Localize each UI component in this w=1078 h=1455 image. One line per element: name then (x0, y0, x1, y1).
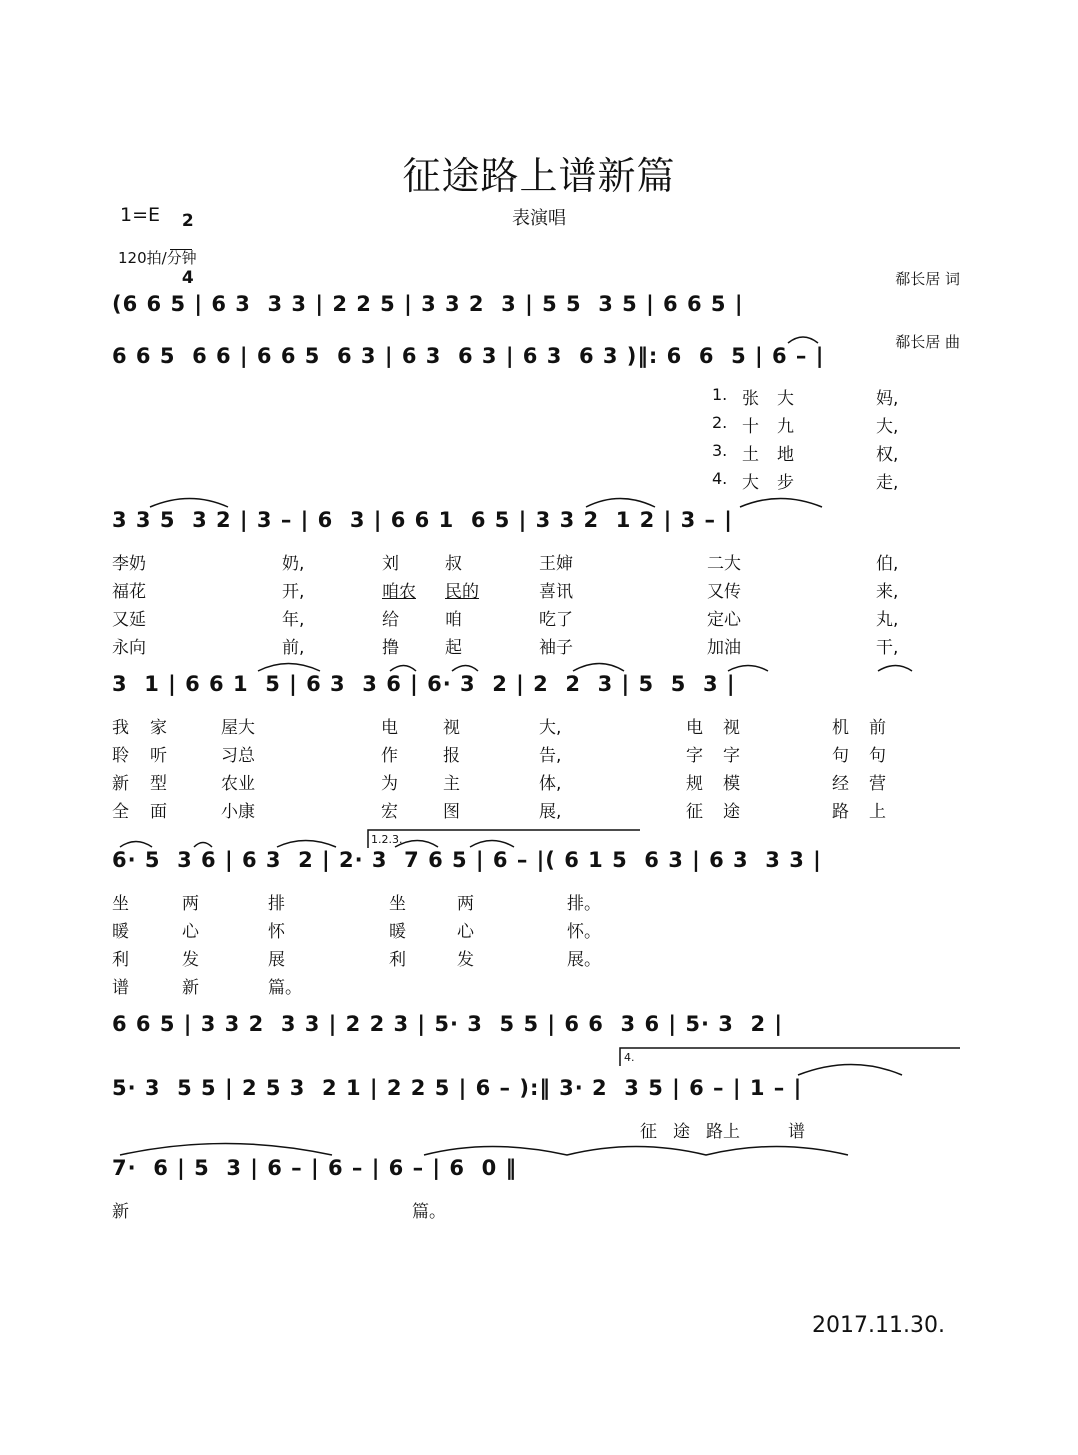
lyric: 字 (723, 746, 740, 766)
notation-row-2: 6 6 5 6 6 | 6 6 5 6 3 | 6 3 6 3 | 6 3 6 3 )‖: 6 6 5 | 6 – | (112, 344, 825, 368)
lyric: 大, (539, 718, 562, 738)
lyric: 排 (268, 894, 285, 914)
lyric: 我 (112, 718, 129, 738)
lyric: 永向 (112, 638, 146, 658)
lyric: 利 (112, 950, 129, 970)
verse-number: 2. (712, 413, 728, 432)
slur (120, 1144, 332, 1156)
lyric: 机 (832, 718, 849, 738)
lyric: 奶, (282, 554, 305, 574)
verse-number: 3. (712, 441, 728, 460)
lyric: 步 (777, 473, 794, 493)
lyric: 视 (723, 718, 740, 738)
lyric: 大, (876, 417, 899, 437)
lyric: 张 (742, 389, 759, 409)
notation-row-7: 5· 3 5 5 | 2 5 3 2 1 | 2 2 5 | 6 – ):‖ 3· 2 3 5 | 6 – | 1 – | (112, 1076, 803, 1100)
lyric: 字 (686, 746, 703, 766)
lyric: 利 (389, 950, 406, 970)
lyric: 袖子 (539, 638, 573, 658)
lyric: 权, (876, 445, 899, 465)
lyric: 发 (182, 950, 199, 970)
lyric: 图 (443, 802, 460, 822)
lyric: 定心 (707, 610, 741, 630)
lyric: 电 (686, 718, 703, 738)
lyric: 篇。 (412, 1202, 446, 1222)
lyric: 小康 (221, 802, 255, 822)
lyric: 伯, (876, 554, 899, 574)
lyric: 撸 (382, 638, 399, 658)
notation-row-8: 7· 6 | 5 3 | 6 – | 6 – | 6 – | 6 0 ‖ (112, 1156, 518, 1180)
lyric: 坐 (389, 894, 406, 914)
slur (150, 499, 228, 508)
slur (395, 841, 438, 848)
lyric: 两 (182, 894, 199, 914)
lyric: 展。 (567, 950, 601, 970)
slur (728, 666, 768, 672)
notation-row-6: 6 6 5 | 3 3 2 3 3 | 2 2 3 | 5· 3 5 5 | 6 6 3 6 | 5· 3 2 | (112, 1012, 784, 1036)
lyric: 营 (869, 774, 886, 794)
date-stamp: 2017.11.30. (812, 1313, 945, 1338)
slur (788, 337, 818, 343)
lyric: 视 (443, 718, 460, 738)
lyric: 十 (742, 417, 759, 437)
lyric: 农业 (221, 774, 255, 794)
lyric: 上 (869, 802, 886, 822)
lyric: 大 (777, 389, 794, 409)
lyric: 吃了 (539, 610, 573, 630)
lyric: 主 (443, 774, 460, 794)
slur (258, 664, 320, 672)
lyric: 宏 (381, 802, 398, 822)
lyric: 民的 (445, 582, 479, 602)
lyric: 聆 (112, 746, 129, 766)
slur (120, 842, 152, 848)
lyric: 征 (686, 802, 703, 822)
lyric: 走, (876, 473, 899, 493)
notation-row-1: (6 6 5 | 6 3 3 3 | 2 2 5 | 3 3 2 3 | 5 5 3 5 | 6 6 5 | (112, 292, 744, 316)
slur (470, 841, 514, 848)
lyric: 心 (457, 922, 474, 942)
slur (194, 843, 212, 848)
lyric: 王婶 (539, 554, 573, 574)
lyric: 句 (869, 746, 886, 766)
lyric: 给 (382, 610, 399, 630)
lyric: 途 (673, 1122, 690, 1142)
lyric: 篇。 (268, 978, 302, 998)
lyric: 年, (282, 610, 305, 630)
notation-row-3: 3 3 5 3 2 | 3 – | 6 3 | 6 6 1 6 5 | 3 3 2 1 2 | 3 – | (112, 508, 733, 532)
verse-number: 1. (712, 385, 728, 404)
lyric: 模 (723, 774, 740, 794)
lyric: 地 (777, 445, 794, 465)
lyric: 家 (150, 718, 167, 738)
lyric: 干, (876, 638, 899, 658)
time-top: 2 (181, 211, 194, 231)
lyric: 前, (282, 638, 305, 658)
lyric: 路 (832, 802, 849, 822)
slur (424, 1147, 848, 1156)
lyric: 习总 (221, 746, 255, 766)
lyric: 屋大 (221, 718, 255, 738)
lyric: 征 (640, 1122, 657, 1142)
lyric: 展 (268, 950, 285, 970)
notation-row-5: 6· 5 3 6 | 6 3 2 | 2· 3 7 6 5 | 6 – |( 6 1 5 6 3 | 6 3 3 3 | (112, 848, 822, 872)
slur (798, 1065, 902, 1076)
lyric: 句 (832, 746, 849, 766)
score-subtitle: 表演唱 (512, 208, 566, 229)
lyric: 又传 (707, 582, 741, 602)
lyric: 型 (150, 774, 167, 794)
lyric: 新 (112, 1202, 129, 1222)
lyric: 加油 (707, 638, 741, 658)
lyric: 来, (876, 582, 899, 602)
lyric: 新 (182, 978, 199, 998)
lyric: 二大 (707, 554, 741, 574)
notation-row-4: 3 1 | 6 6 1 5 | 6 3 3 6 | 6· 3 2 | 2 2 3 | 5 5 3 | (112, 672, 736, 696)
lyric: 两 (457, 894, 474, 914)
lyric: 起 (445, 638, 462, 658)
lyric: 又延 (112, 610, 146, 630)
volta-bracket (368, 830, 640, 848)
lyric: 喜讯 (539, 582, 573, 602)
verse-number: 4. (712, 469, 728, 488)
slur (740, 499, 822, 508)
lyric: 咱 (445, 610, 462, 630)
volta-bracket (620, 1048, 960, 1066)
lyric: 咱农 (382, 582, 416, 602)
lyric: 九 (777, 417, 794, 437)
lyric: 妈, (876, 389, 899, 409)
lyric: 报 (443, 746, 460, 766)
lyric: 规 (686, 774, 703, 794)
lyric: 听 (150, 746, 167, 766)
lyric: 新 (112, 774, 129, 794)
lyric: 李奶 (112, 554, 146, 574)
slur (277, 841, 336, 848)
slur (573, 664, 624, 672)
lyric: 谱 (112, 978, 129, 998)
lyric: 电 (381, 718, 398, 738)
volta-label-2: 4. (624, 1051, 635, 1064)
lyric: 前 (869, 718, 886, 738)
lyric: 告, (539, 746, 562, 766)
lyric: 谱 (788, 1122, 805, 1142)
slur (878, 666, 912, 672)
composer-credit: 郗长居 曲 (895, 333, 960, 351)
lyric: 刘 (382, 554, 399, 574)
slur (390, 666, 416, 672)
lyric: 心 (182, 922, 199, 942)
volta-label-1: 1.2.3. (371, 833, 403, 846)
lyric: 叔 (445, 554, 462, 574)
lyric: 展, (539, 802, 562, 822)
lyric: 坐 (112, 894, 129, 914)
lyric: 发 (457, 950, 474, 970)
lyric: 大 (742, 473, 759, 493)
slur (586, 499, 655, 508)
lyric: 暖 (112, 922, 129, 942)
time-bottom: 4 (181, 268, 194, 288)
score-title: 征途路上谱新篇 (402, 154, 676, 198)
slur (452, 666, 478, 672)
lyric: 土 (742, 445, 759, 465)
lyric: 途 (723, 802, 740, 822)
lyric: 路上 (706, 1122, 740, 1142)
lyric: 经 (832, 774, 849, 794)
lyric: 开, (282, 582, 305, 602)
lyric: 作 (381, 746, 398, 766)
lyric: 怀 (268, 922, 285, 942)
lyric: 怀。 (567, 922, 601, 942)
lyric: 丸, (876, 610, 899, 630)
lyric: 全 (112, 802, 129, 822)
lyric: 为 (381, 774, 398, 794)
lyric: 排。 (567, 894, 601, 914)
tempo-marking: 120拍/分钟 (118, 249, 197, 267)
lyricist-credit: 郗长居 词 (895, 270, 960, 288)
lyric: 暖 (389, 922, 406, 942)
lyric: 福花 (112, 582, 146, 602)
lyric: 体, (539, 774, 562, 794)
key-signature: 1=E (120, 204, 161, 226)
lyric: 面 (150, 802, 167, 822)
